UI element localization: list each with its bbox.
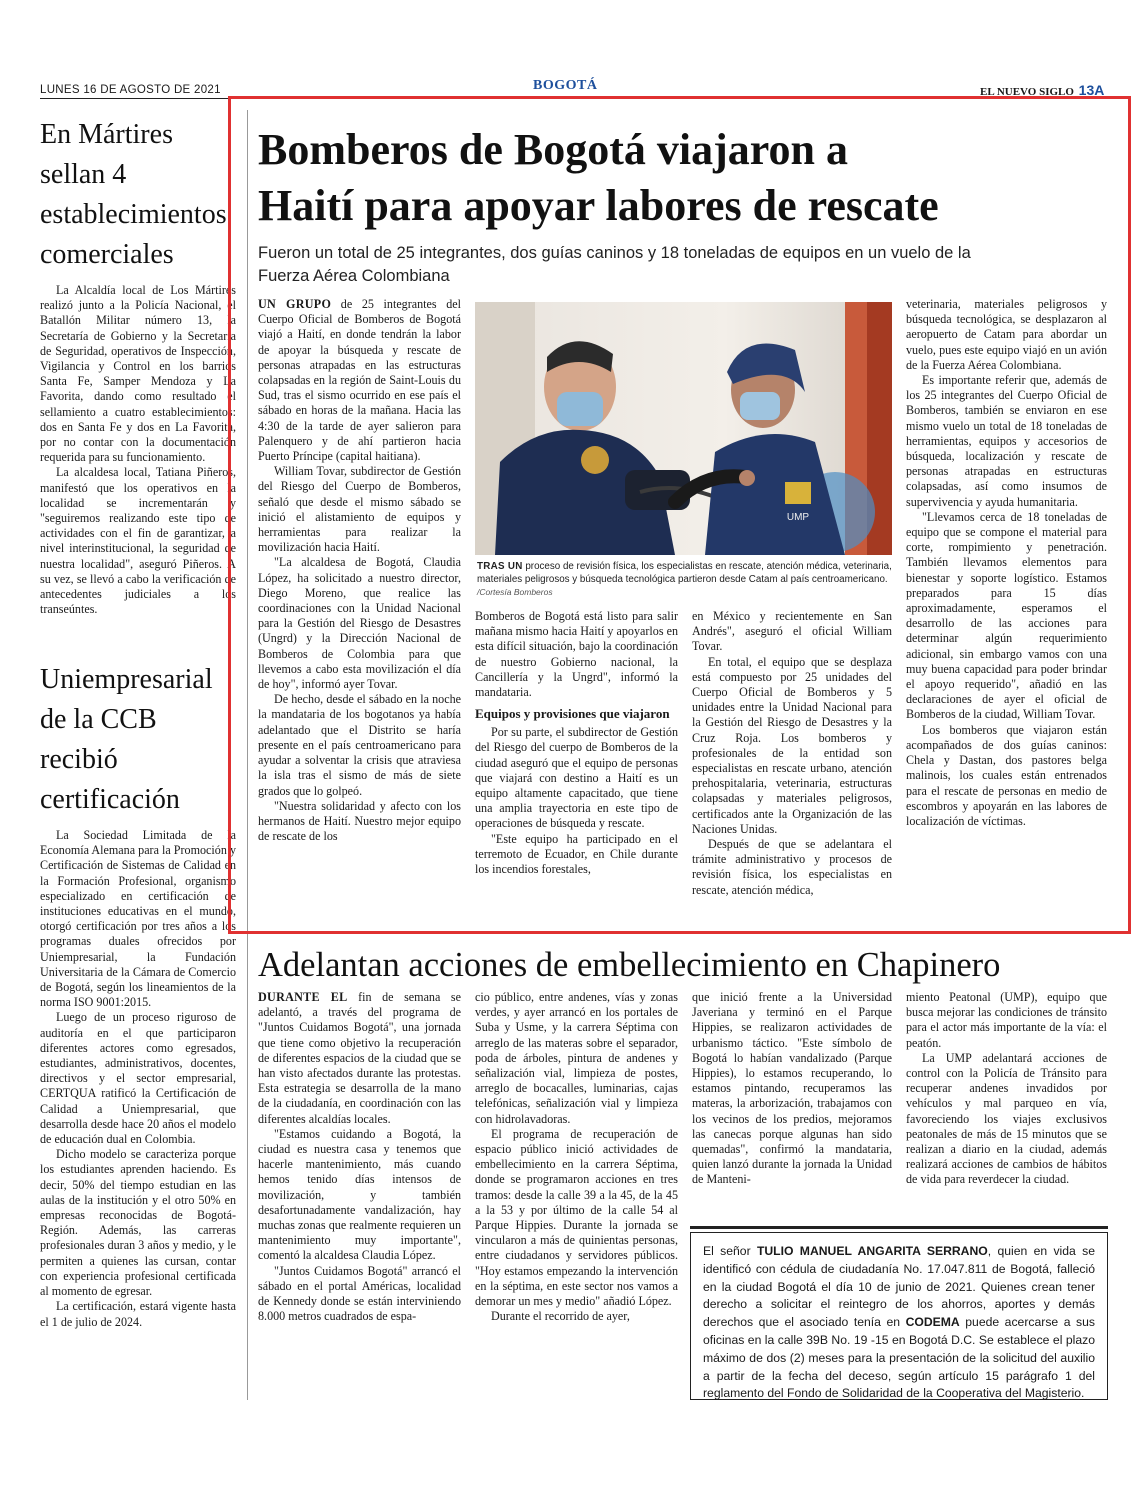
paper-name: EL NUEVO SIGLO [980, 86, 1074, 98]
paragraph: en México y recientemente en San Andrés", aseguró el oficial William Tovar. [692, 609, 892, 654]
photo-credit: /Cortesía Bomberos [477, 587, 553, 597]
sidebar-article-2 [40, 660, 236, 1400]
second-headline: Adelantan acciones de embellecimiento en Chapinero [258, 946, 1001, 984]
paragraph: La UMP adelantará acciones de control con la Policía de Tránsito para recuperar andenes invadidos por vehículos y mal parqueo en vía, favoreciendo los viajes exclusivos peatonales de más de 15 minutos que se realizan a diario en la ciudad, además realizará acciones de cambios de hábitos de vida para reverdecer la ciudad. [906, 1050, 1107, 1187]
notice-box: El señor TULIO MANUEL ANGARITA SERRANO, quien en vida se identificó con cédula de ciudadanía No. 17.047.811 de Bogotá, falleció en la ciudad Bogotá el día 10 de junio de 2021. Quienes crean tener derecho a solicitar el reintegro de los ahorros, aportes y demás derechos que el asociado tenía en CODEMA puede acercarse a sus oficinas en la calle 39B No. 19 -15 en Bogotá D.C. Se establece el plazo máximo de dos (2) meses para la presentación de la solicitud del auxilio a partir de la fecha del deceso, según artículo 15 parágrafo 1 del reglamento del Fondo de Solidaridad de la Cooperativa del Magisterio. [690, 1232, 1108, 1400]
notice-top-rule [690, 1226, 1108, 1229]
notice-org: CODEMA [905, 1315, 960, 1330]
sidebar-2-paragraph: La certificación, estará vigente hasta el 1 de julio de 2024. [40, 1299, 236, 1329]
paragraph: Bomberos de Bogotá está listo para salir mañana mismo hacia Haití y apoyarlos en esta difícil situación, bajo la coordinación de nuestro Gobierno nacional, la Cancillería y la Ungrd", informó la mandataria. [475, 609, 678, 700]
photo-caption: TRAS UN proceso de revisión física, los especialistas en rescate, atención médica, veterinaria, materiales peligrosos y búsqueda tecnológica partieron desde Catam al país centroamericano. /Cortesía Bomberos [477, 561, 892, 597]
sidebar-1-title: En Mártires sellan 4 establecimientos comerciales [40, 119, 227, 270]
page-number: 13A [1078, 82, 1105, 98]
second-column-2 [475, 990, 678, 1405]
paragraph: cio público, entre andenes, vías y zonas verdes, y ayer arrancó en los portales de Suba y Usme, y la carrera Séptima con arreglo de las materas sobre el separador, poda de árboles, pintura de andenes y señalización vial, limpieza de postes, arreglo de bocacalles, luminarias, cajas telefónicas, señalización vial y limpieza con hidrolavadoras. [475, 990, 678, 1126]
paragraph: miento Peatonal (UMP), equipo que busca mejorar las condiciones de tránsito para el actor más importante de la vía: el peatón. [906, 990, 1107, 1050]
paragraph: "Este equipo ha participado en el terremoto de Ecuador, en Chile durante los incendios forestales, [475, 831, 678, 877]
lead-in: DURANTE EL [258, 990, 348, 1004]
lead-in: UN GRUPO [258, 297, 332, 311]
paragraph: William Tovar, subdirector de Gestión del Riesgo del Cuerpo de Bomberos, señaló que desde el mismo sábado se inició el alistamiento de equipos y herramientas para realizar la movilización hacia Haití. [258, 464, 461, 555]
sidebar-1-paragraph: La alcaldesa local, Tatiana Piñeros, manifestó que los operativos en la localidad se incrementarán y "seguiremos realizando este tipo de actividades con el fin de garantizar, a nivel interinstitucional, la seguridad de nuestra localidad", aseguró Piñeros. A su vez, se llevó a cabo la verificación de antecedentes judiciales a los transeúntes. [40, 465, 236, 617]
paragraph: "Juntos Cuidamos Bogotá" arrancó el sábado en el portal Américas, localidad de Kennedy donde se están interviniendo 8.000 metros cuadrados de espa- [258, 1263, 461, 1324]
second-column-1 [258, 990, 461, 1405]
paragraph: Después de que se adelantara el trámite administrativo y procesos de revisión física, los especialistas en rescate, atención médica, [692, 837, 892, 897]
paragraph: "La alcaldesa de Bogotá, Claudia López, ha solicitado a nuestro director, Diego Moreno, que realice las coordinaciones con la Unidad Nacional para la Gestión del Riesgo de Desastres (Ungrd) y la Dirección Nacional de Bomberos de Colombia para que llevemos a cabo esta movilización el día de hoy", informó ayer Tovar. [258, 555, 461, 692]
highlight-frame [228, 96, 1131, 934]
sidebar-1-paragraph: La Alcaldía local de Los Mártires realizó junto a la Policía Nacional, el Batallón Militar número 13, la Secretaría de Gobierno y la Secretaría de Seguridad, operativos de Inspección, Vigilancia y Control en los barrios Santa Fe, Samper Mendoza y La Favorita, dando como resultado el sellamiento a cuatro establecimientos: dos en Santa Fe y dos en La Favorita, por no contar con la documentación requerida para su funcionamiento. [40, 283, 236, 465]
header-section: BOGOTÁ [533, 78, 598, 93]
paragraph: Es importante referir que, además de los 25 integrantes del Cuerpo Oficial de Bomberos, también se enviaron en ese mismo vuelo un total de 18 toneladas de herramientas, equipos y accesorios de búsqueda, localización y rescate de personas atrapadas en estructuras colapsadas, así como insumos de supervivencia y ayuda humanitaria. [906, 373, 1107, 509]
paragraph: De hecho, desde el sábado en la noche la mandataria de los bogotanos ya había adelantado que el Distrito se haría presente en el país centroamericano para ayudar a solventar la crisis que atraviesa la isla tras el sismo de más de siete grados que lo golpeó. [258, 692, 461, 798]
paragraph: "Nuestra solidaridad y afecto con los hermanos de Haití. Nuestro mejor equipo de rescate de los [258, 798, 461, 844]
header-date: LUNES 16 DE AGOSTO DE 2021 [40, 84, 221, 96]
paragraph: "Estamos cuidando a Bogotá, la ciudad es nuestra casa y tenemos que hacerle mantenimiento, más cuando hemos tenido días intensos de movilización, y también desafortunadamente vandalización, hay muchas zonas que realmente requieren un mantenimiento muy importante", comentó la alcaldesa Claudia López. [258, 1126, 461, 1263]
paragraph: El programa de recuperación de espacio público inició actividades de embellecimiento en la carrera Séptima, donde se programaron acciones en tres tramos: desde la calle 39 a la 45, de la 45 a la 53 y por último de la calle 54 al Parque Hippies. Durante la jornada se vincularon a más de quinientas personas, entre ciudadanos y servidores públicos. "Hoy estamos empezando la intervención en la séptima, en este sector nos vamos a demorar un mes y medio" añadió López. [475, 1126, 678, 1309]
main-lead-paragraph: UN GRUPO de 25 integrantes del Cuerpo Oficial de Bomberos de Bogotá viajó a Haití, en donde tendrán la labor de apoyar la búsqueda y rescate de personas atrapadas en las estructuras colapsadas en la región de Saint-Louis du Sud, tras el sismo ocurrido en ese país el sábado en horas de la mañana. Hacia las 4:30 de la tarde de ayer salieron para Palenquero y de ahí partieron hacia Puerto Príncipe (capital haitiana). [258, 297, 461, 464]
sidebar-2-paragraph: Luego de un proceso riguroso de auditoría en el que participaron diferentes actores como egresados, estudiantes, administrativos, docentes, directivos y el sector empresarial, CERTQUA ratificó la Certificación de Calidad a Uniempresarial, que desarrolla desde hace 20 años el modelo de educación dual en Colombia. [40, 1010, 236, 1147]
main-headline: Bomberos de Bogotá viajaron a Haití para apoyar labores de rescate [258, 125, 939, 230]
paragraph: Por su parte, el subdirector de Gestión del Riesgo del cuerpo de Bomberos de la ciudad aseguró que el equipo de personas que viajará con destino a Haití es un equipo altamente capacitado, que tiene una amplia trayectoria en este tipo de operaciones de búsqueda y rescate. [475, 725, 678, 831]
sidebar-2-paragraph: La Sociedad Limitada de la Economía Alemana para la Promoción y Certificación de Sistemas de Calidad en la Formación Profesional, organismo especializado en certificación de instituciones educativas en el mundo, otorgó certificación por tres años a los programas duales ofrecidos por Uniempresarial, la Fundación Universitaria de la Cámara de Comercio de Bogotá, según los lineamientos de la norma ISO 9001:2015. [40, 828, 236, 1010]
paragraph: En total, el equipo que se desplaza está compuesto por 25 unidades del Cuerpo Oficial de Bomberos y 5 unidades entre la Unidad Nacional para la Gestión del Riesgo de Desastres y la Cruz Roja. Los bomberos y profesionales de la entidad son especialistas en rescate urbano, atención prehospitalaria, veterinaria, estructuras colapsadas y materiales peligrosos, certificados ante la Organización de las Naciones Unidas. [692, 654, 892, 836]
second-column-4 [906, 990, 1107, 1215]
sidebar-2-paragraph: Dicho modelo se caracteriza porque los estudiantes aprenden haciendo. Es decir, 50% del tiempo estudian en las aulas de la institución y el otro 50% en empresas reconocidas de Bogotá-Región. Además, las carreras profesionales duran 3 años y medio, y le permiten a quienes las cursan, contar con experiencia profesional certificada al momento de egresar. [40, 1147, 236, 1299]
sidebar-2-title: Uniempresarial de la CCB recibió certificación [40, 664, 213, 815]
paragraph: DURANTE EL fin de semana se adelantó, a través del programa de "Juntos Cuidamos Bogotá", una jornada que tiene como objetivo la recuperación de diferentes espacios de la ciudad que se han visto afectados durante las protestas. Esta estrategia se desarrolla de la mano de la ciudadanía, en coordinación con las diferentes alcaldías locales. [258, 990, 461, 1126]
photo-patch-label: UMP [786, 512, 810, 523]
main-deck: Fueron un total de 25 integrantes, dos guías caninos y 18 toneladas de equipos en un vuelo de la Fuerza Aérea Colombiana [258, 244, 971, 285]
subheading: Equipos y provisiones que viajaron [475, 706, 670, 722]
sidebar-article-1 [40, 115, 236, 655]
paragraph: veterinaria, materiales peligrosos y búsqueda tecnológica, se desplazaron al aeropuerto de Catam para abordar un vuelo, pues este equipo viajó en un avión de la Fuerza Aérea Colombiana. [906, 297, 1107, 372]
paragraph: Los bomberos que viajaron están acompañados de dos guías caninos: Chela y Dastan, dos pastores belga malinois, los cuales están entrenados para el rescate de personas en medio de escombros y apoyarán en las labores de localización de víctimas. [906, 722, 1107, 828]
paragraph: "Llevamos cerca de 18 toneladas de equipo que se compone el material para corte, rompimiento y penetración. También llevamos elementos para bienestar y soporte logístico. Estamos preparados para 15 días aproximadamente, esperamos el desarrollo de las acciones para determinar algún requerimiento adicional, sin embargo vamos con una muy buena capacidad para poder brindar el apoyo requerido", añadió en las declaraciones de ayer el oficial de Bomberos de la ciudad, William Tovar. [906, 509, 1107, 722]
notice-name: TULIO MANUEL ANGARITA SERRANO [756, 1244, 988, 1258]
second-column-3 [692, 990, 892, 1215]
paragraph: Durante el recorrido de ayer, [491, 1309, 630, 1324]
paragraph: que inició frente a la Universidad Javeriana y terminó en el Parque Hippies, se realizaron actividades de urbanismo táctico. "Este símbolo de Bogotá lo habían vandalizado (Parque Hippies), lo estamos recuperando, lo estamos pintando, recuperamos las materas, la arborización, trabajamos con los vecinos de los predios, mejoramos las canecas porque algunas han sido quemadas", confirmó la mandataria, quien lanzó durante la jornada la Unidad de Manteni- [692, 990, 892, 1187]
